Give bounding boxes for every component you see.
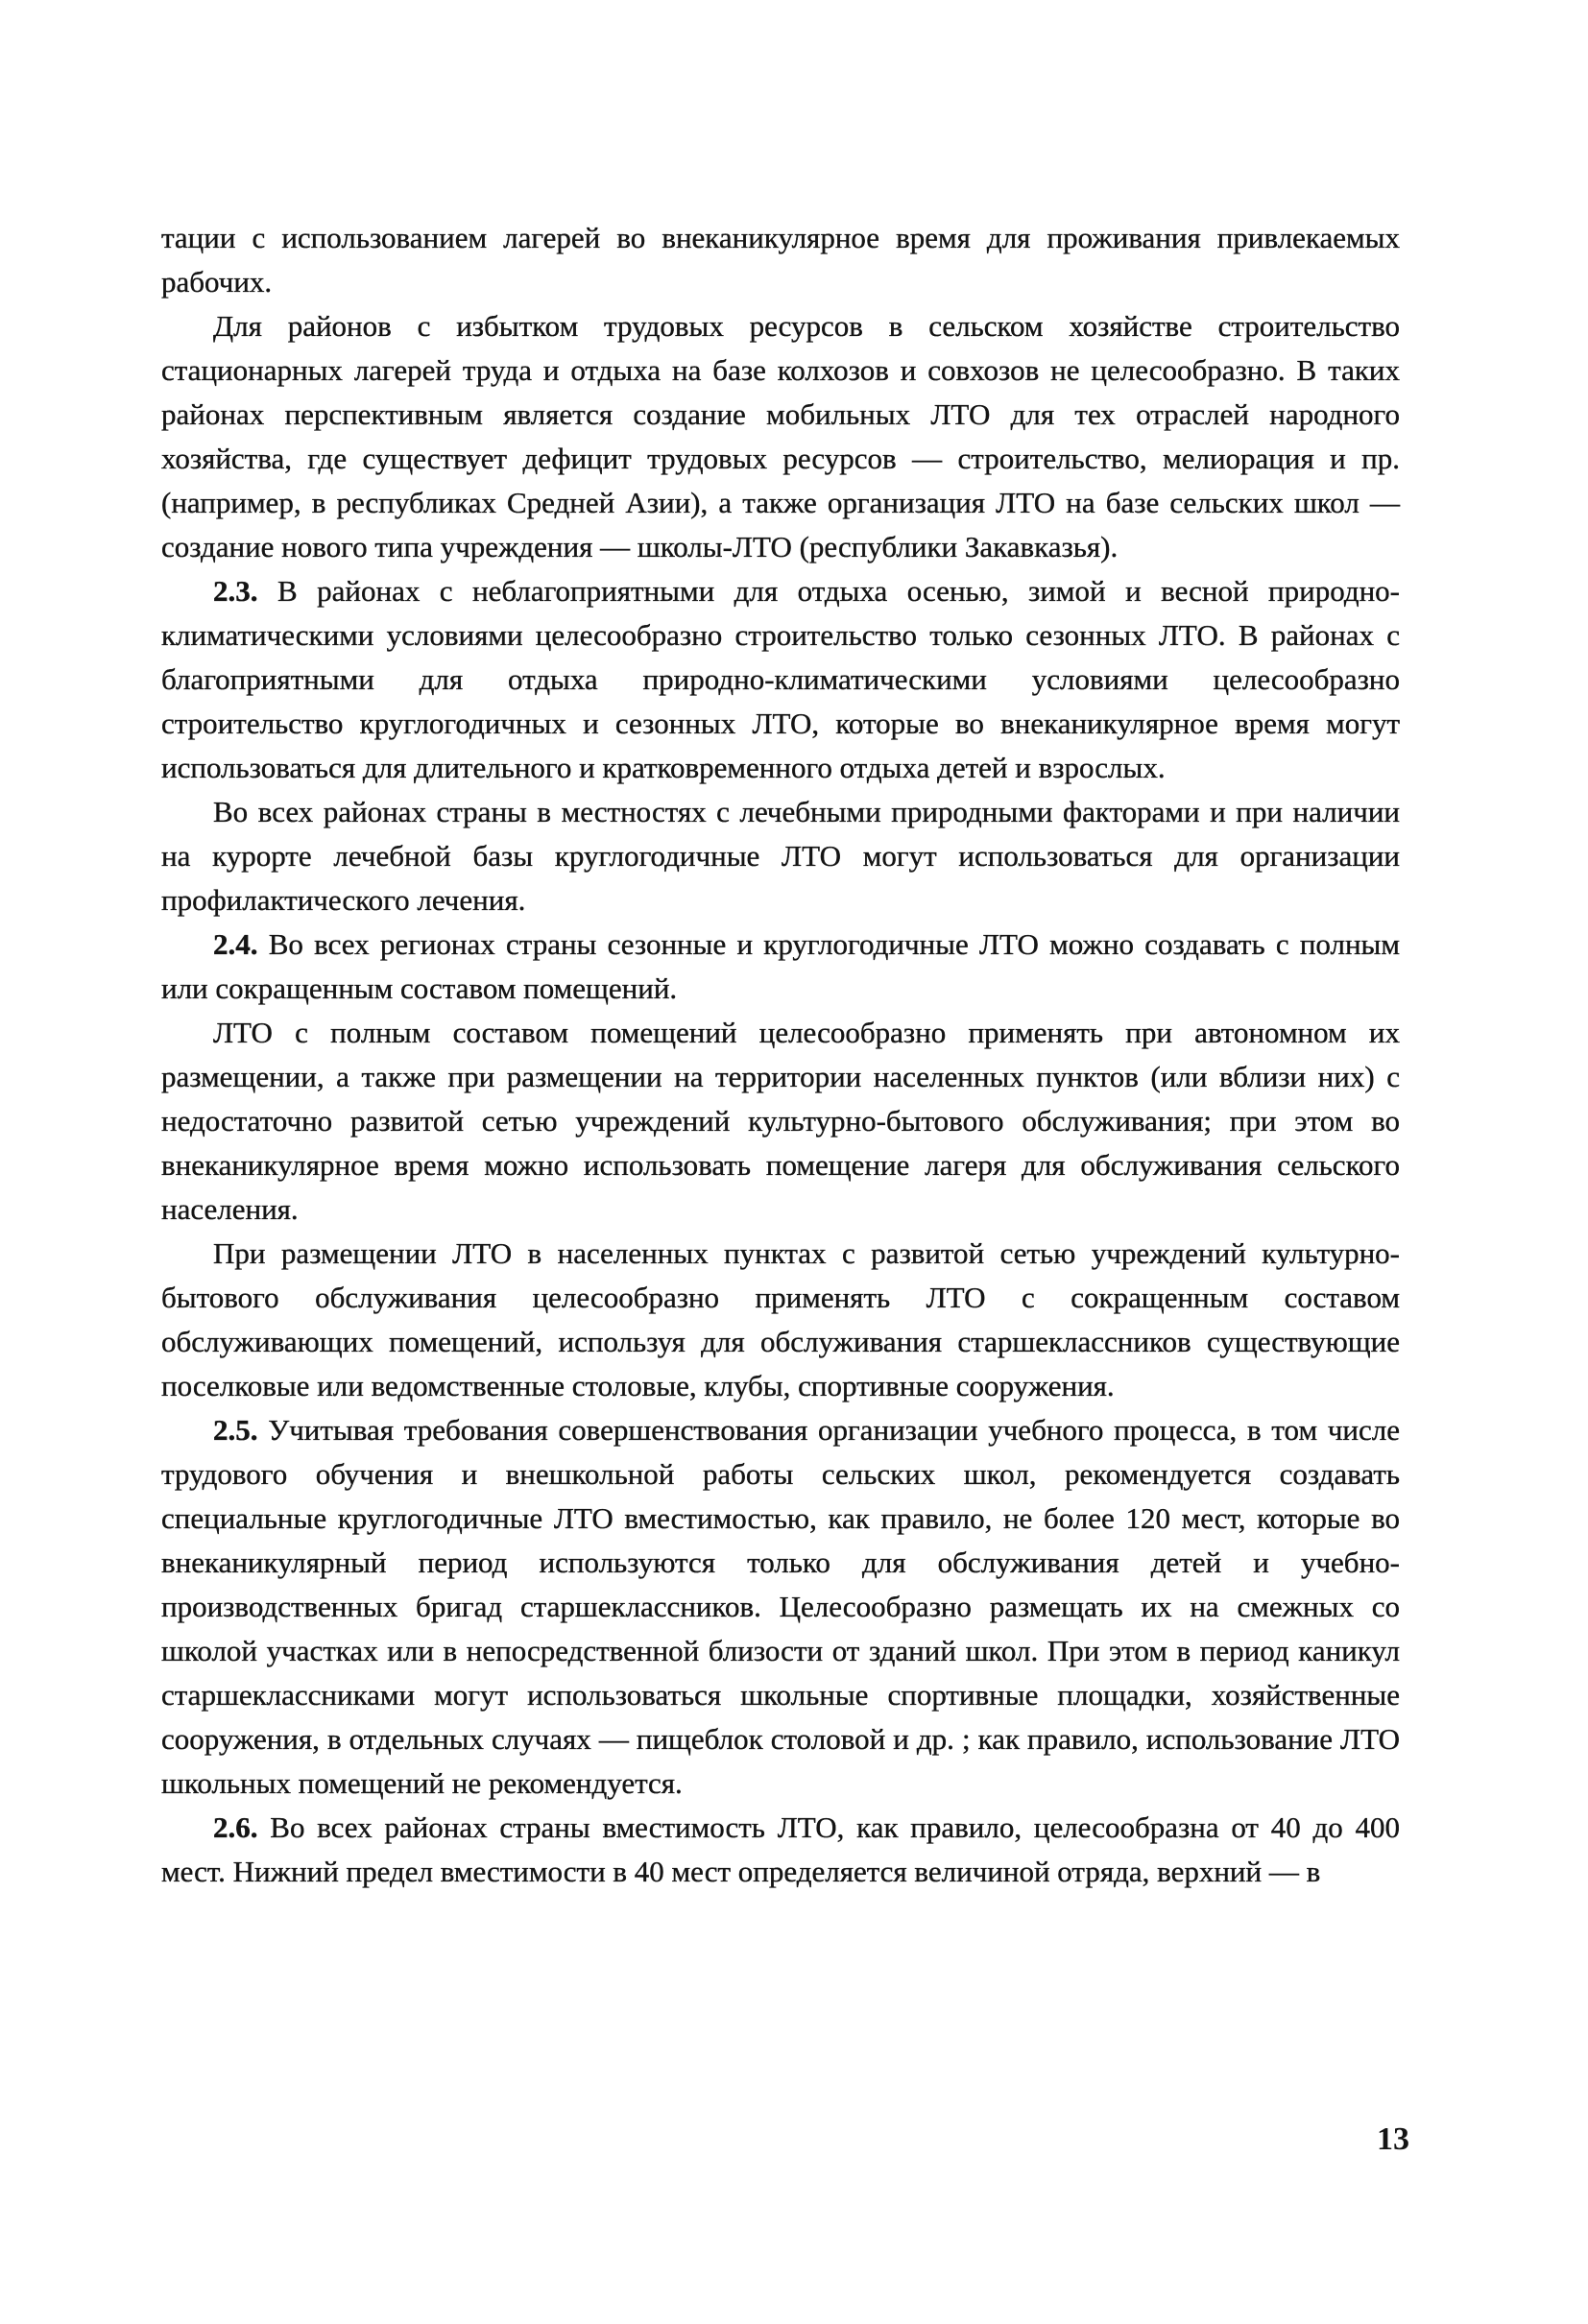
section-text: Учитывая требования совершенствования организации учебного процесса, в том числе трудового обучения и внешкольной работы сельских школ, рекомендуется создавать специальные круглогодичные ЛТО вместимостью, как правило, не более 120 мест, которые во внеканикулярный период используются только для обслуживания детей и учебно-производственных бригад старшеклассников. Целесообразно размещать их на смежных со школой участках или в непосредственной близости от зданий школ. При этом в период каникул старшеклассниками могут использоваться школьные спортивные площадки, хозяйственные сооружения, в отдельных случаях — пищеблок столовой и др. ; как правило, использование ЛТО школьных помещений не рекомендуется.: [161, 1413, 1400, 1800]
section-number: 2.4.: [213, 927, 258, 961]
section-number: 2.5.: [213, 1413, 258, 1447]
paragraph-continuation: тации с использованием лагерей во внеканикулярное время для проживания привлекаемых рабочих.: [161, 221, 1400, 299]
section-2-4: [161, 922, 1400, 1011]
section-2-6: [161, 1806, 1400, 1894]
paragraph-full-composition: ЛТО с полным составом помещений целесообразно применять при автономном их размещении, а также при размещении на территории населенных пунктов (или вблизи них) с недостаточно развитой сетью учреждений культурно-бытового обслуживания; при этом во внеканикулярное время можно использовать помещение лагеря для обслуживания сельского населения.: [161, 1016, 1400, 1226]
section-text: Во всех регионах страны сезонные и круглогодичные ЛТО можно создавать с полным или сокращенным составом помещений.: [161, 927, 1401, 1005]
paragraph-labor-surplus: Для районов с избытком трудовых ресурсов в сельском хозяйстве строительство стационарных лагерей труда и отдыха на базе колхозов и совхозов не целесообразно. В таких районах перспективным является создание мобильных ЛТО для тех отраслей народного хозяйства, где существует дефицит трудовых ресурсов — строительство, мелиорация и пр. (например, в республиках Средней Азии), а также организация ЛТО на базе сельских школ — создание нового типа учреждения — школы-ЛТО (республики Закавказья).: [161, 309, 1400, 563]
paragraph-reduced-composition: При размещении ЛТО в населенных пунктах с развитой сетью учреждений культурно-бытового обслуживания целесообразно применять ЛТО с сокращенным составом обслуживающих помещений, используя для обслуживания старшеклассников существующие поселковые или ведомственные столовые, клубы, спортивные сооружения.: [161, 1236, 1400, 1402]
section-number: 2.6.: [213, 1810, 258, 1844]
section-text: В районах с неблагоприятными для отдыха осенью, зимой и весной природно-климатическими условиями целесообразно строительство только сезонных ЛТО. В районах с благоприятными для отдыха природно-климатическими условиями целесообразно строительство круглогодичных и сезонных ЛТО, которые во внеканикулярное время могут использоваться для длительного и кратковременного отдыха детей и взрослых.: [161, 574, 1400, 784]
paragraph-medical-factors: Во всех районах страны в местностях с лечебными природными факторами и при наличии на курорте лечебной базы круглогодичные ЛТО могут использоваться для организации профилактического лечения.: [161, 795, 1400, 917]
section-2-3: [161, 569, 1400, 790]
section-text: Во всех районах страны вместимость ЛТО, как правило, целесообразна от 40 до 400 мест. Нижний предел вместимости в 40 мест определяется величиной отряда, верхний — в: [161, 1810, 1401, 1888]
section-2-5: [161, 1408, 1400, 1806]
page-number: 13: [1377, 2121, 1409, 2157]
section-number: 2.3.: [213, 574, 258, 608]
body-text: [161, 216, 1400, 1894]
